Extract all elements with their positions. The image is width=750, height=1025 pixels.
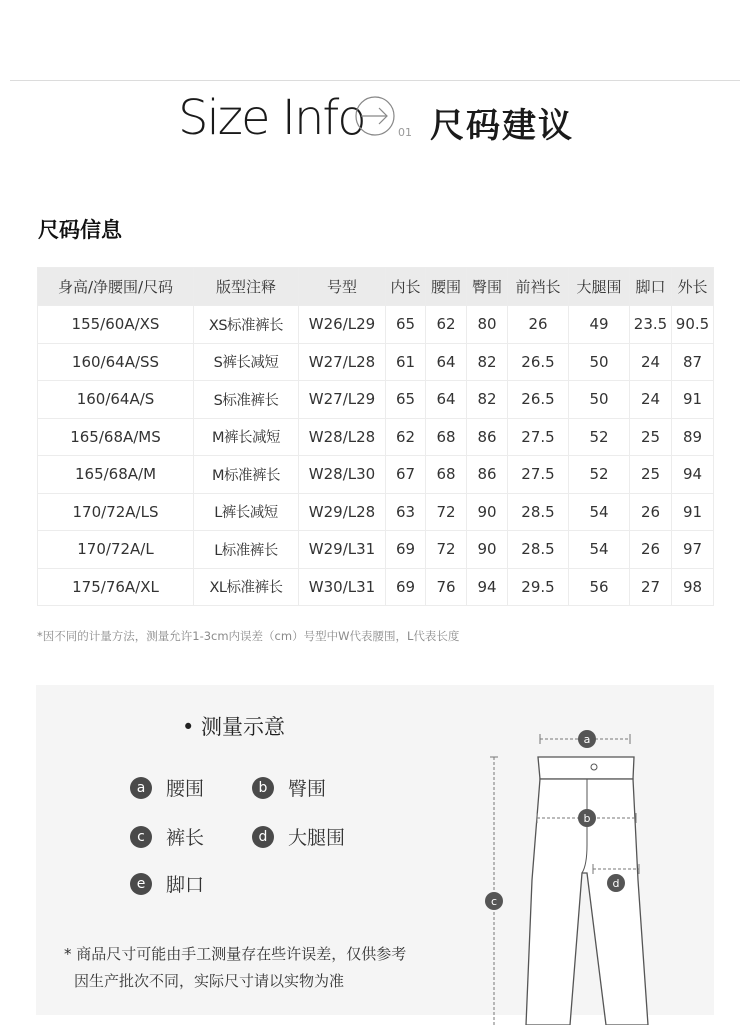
table-cell: 27 [630,568,672,606]
table-cell: 67 [386,456,426,494]
table-row [38,343,714,381]
header-cell: 前裆长 [508,268,569,306]
legend-label: 臀围 [288,778,327,800]
table-cell: 64 [426,343,467,381]
table-cell: 87 [672,343,714,381]
footnote-2: 因生产批次不同，实际尺寸请以实物为准 [74,972,345,990]
table-cell: 175/76A/XL [38,568,194,606]
table-cell: 68 [426,456,467,494]
banner-title-cn: 尺码建议 [430,106,574,146]
table-cell: 28.5 [508,493,569,531]
table-cell: 50 [569,381,630,419]
table-cell: 98 [672,568,714,606]
legend-hip [252,774,326,801]
table-cell: 91 [672,493,714,531]
table-cell: 52 [569,456,630,494]
table-cell: 26 [630,493,672,531]
legend-label: 裤长 [166,827,205,849]
table-cell: 61 [386,343,426,381]
table-cell: 24 [630,381,672,419]
table-cell: 72 [426,493,467,531]
table-cell: 69 [386,568,426,606]
table-cell: 89 [672,418,714,456]
table-cell: S标准裤长 [194,381,299,419]
legend-label: 大腿围 [288,827,346,849]
table-cell: W30/L31 [299,568,386,606]
table-cell: 155/60A/XS [38,306,194,344]
measure-title: • 测量示意 [182,715,286,739]
table-row [38,493,714,531]
table-cell: 64 [426,381,467,419]
table-cell: 80 [467,306,508,344]
header-cell: 内长 [386,268,426,306]
table-cell: 52 [569,418,630,456]
table-cell: 165/68A/M [38,456,194,494]
table-row [38,568,714,606]
top-divider [10,80,740,81]
table-row [38,306,714,344]
section-title: 尺码信息 [38,218,122,242]
svg-text:c: c [490,895,498,908]
table-cell: 62 [386,418,426,456]
table-cell: 160/64A/SS [38,343,194,381]
table-cell: 29.5 [508,568,569,606]
table-cell: 86 [467,456,508,494]
svg-text:a: a [583,733,591,746]
table-cell: 28.5 [508,531,569,569]
diagram-badge-d [607,874,625,892]
table-cell: W27/L29 [299,381,386,419]
table-cell: 90 [467,531,508,569]
table-cell: 26.5 [508,381,569,419]
table-cell: 94 [467,568,508,606]
table-cell: 54 [569,493,630,531]
table-cell: 24 [630,343,672,381]
table-cell: 82 [467,381,508,419]
legend-waist [130,774,204,801]
table-cell: 170/72A/LS [38,493,194,531]
table-cell: 68 [426,418,467,456]
table-cell: 26.5 [508,343,569,381]
table-cell: 63 [386,493,426,531]
table-row [38,418,714,456]
table-cell: 65 [386,306,426,344]
svg-text:d: d [612,877,620,890]
legend-label: 脚口 [166,874,205,896]
legend-badge: b [252,777,274,799]
table-cell: 50 [569,343,630,381]
table-cell: 26 [508,306,569,344]
table-row [38,456,714,494]
table-cell: 25 [630,456,672,494]
table-cell: 56 [569,568,630,606]
table-cell: M标准裤长 [194,456,299,494]
legend-badge: c [130,826,152,848]
table-cell: XL标准裤长 [194,568,299,606]
diagram-badge-a [578,730,596,748]
pants-diagram [476,705,696,1025]
header-cell: 大腿围 [569,268,630,306]
table-cell: 76 [426,568,467,606]
banner-title-en: Size Info [178,90,365,146]
legend-badge: e [130,873,152,895]
legend-badge: d [252,826,274,848]
table-cell: 26 [630,531,672,569]
table-cell: XS标准裤长 [194,306,299,344]
table-cell: 82 [467,343,508,381]
legend-badge: a [130,777,152,799]
svg-text:b: b [583,812,591,825]
table-cell: 49 [569,306,630,344]
table-row [38,381,714,419]
table-cell: 25 [630,418,672,456]
banner-index: 01 [398,126,412,139]
table-cell: W27/L28 [299,343,386,381]
table-cell: 90.5 [672,306,714,344]
table-cell: 165/68A/MS [38,418,194,456]
table-row [38,531,714,569]
table-cell: W28/L28 [299,418,386,456]
footnote-1: * 商品尺寸可能由手工测量存在些许误差，仅供参考 [64,945,407,963]
table-cell: 69 [386,531,426,569]
table-cell: 90 [467,493,508,531]
legend-length [130,823,204,850]
table-cell: 160/64A/S [38,381,194,419]
table-cell: 94 [672,456,714,494]
table-cell: 27.5 [508,418,569,456]
legend-label: 腰围 [166,778,205,800]
diagram-badge-b [578,809,596,827]
table-cell: W26/L29 [299,306,386,344]
table-cell: 91 [672,381,714,419]
table-cell: 97 [672,531,714,569]
header-cell: 脚口 [630,268,672,306]
header-cell: 号型 [299,268,386,306]
table-cell: 65 [386,381,426,419]
table-header-row [38,268,714,306]
table-cell: 170/72A/L [38,531,194,569]
table-cell: W29/L28 [299,493,386,531]
header-cell: 版型注释 [194,268,299,306]
header-cell: 腰围 [426,268,467,306]
size-table [37,267,714,606]
table-cell: 54 [569,531,630,569]
table-cell: 86 [467,418,508,456]
header-cell: 臀围 [467,268,508,306]
table-cell: 23.5 [630,306,672,344]
measure-panel [36,685,714,1015]
diagram-badge-c [485,892,503,910]
measurement-note: *因不同的计量方法，测量允许1-3cm内误差（cm）号型中W代表腰围，L代表长度 [37,629,460,643]
table-cell: L裤长减短 [194,493,299,531]
table-cell: W29/L31 [299,531,386,569]
legend-thigh [252,823,345,850]
table-cell: W28/L30 [299,456,386,494]
table-cell: M裤长减短 [194,418,299,456]
table-cell: S裤长减短 [194,343,299,381]
table-cell: 72 [426,531,467,569]
legend-hem [130,870,204,897]
table-cell: 27.5 [508,456,569,494]
header-cell: 身高/净腰围/尺码 [38,268,194,306]
arrow-circle-icon [353,88,401,144]
header-cell: 外长 [672,268,714,306]
table-cell: 62 [426,306,467,344]
table-cell: L标准裤长 [194,531,299,569]
